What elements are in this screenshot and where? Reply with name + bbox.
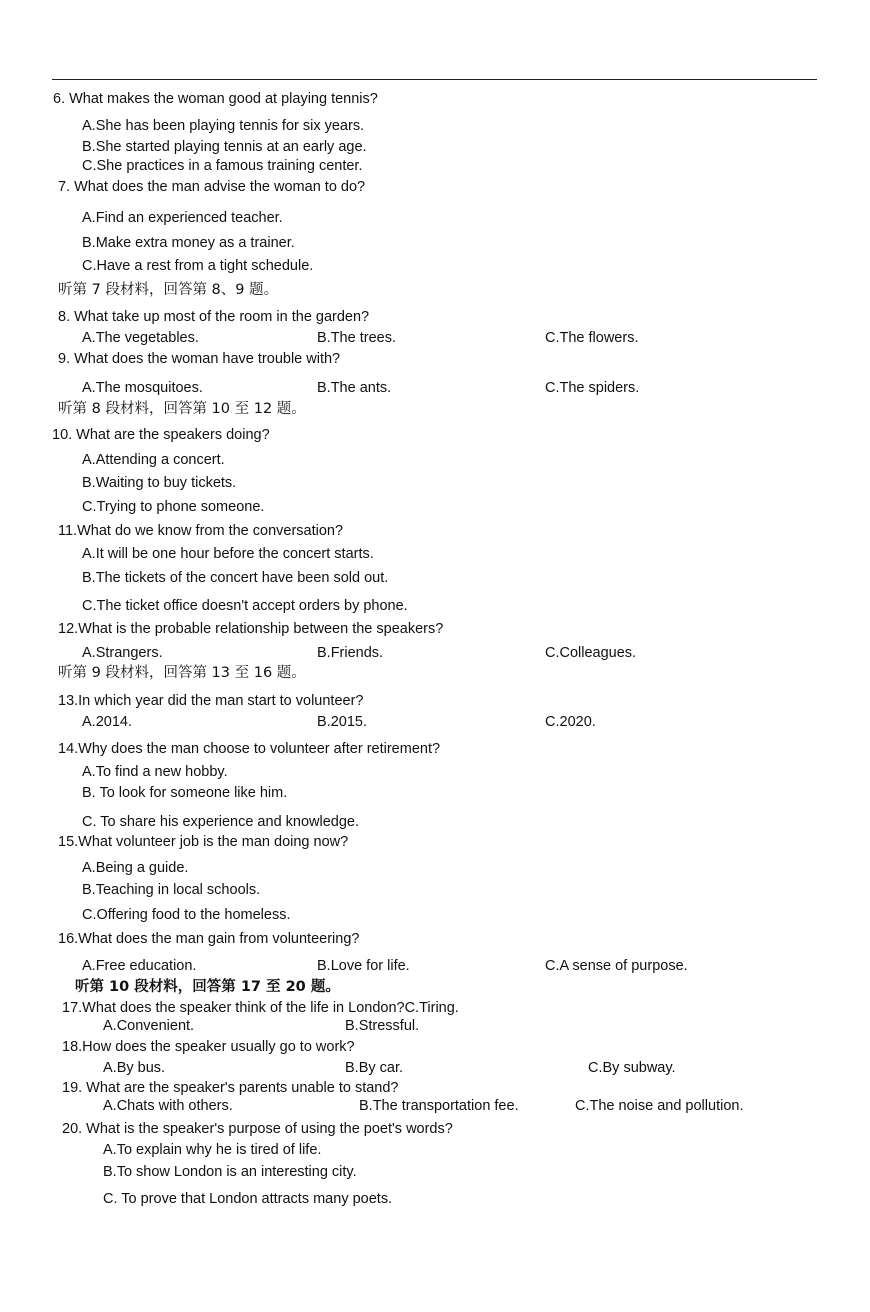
option-18a: A.By bus. <box>103 1060 166 1076</box>
option-20b: B.To show London is an interesting city. <box>103 1164 357 1180</box>
option-18b: B.By car. <box>345 1060 404 1076</box>
question-12: 12.What is the probable relationship between the speakers? <box>58 621 444 637</box>
option-13a: A.2014. <box>82 714 132 730</box>
question-13: 13.In which year did the man start to volunteer? <box>58 693 364 709</box>
option-12c: C.Colleagues. <box>545 645 637 661</box>
option-15a: A.Being a guide. <box>82 860 189 876</box>
option-14a: A.To find a new hobby. <box>82 764 228 780</box>
section-8-heading: 听第 8 段材料，回答第 10 至 12 题。 <box>58 401 306 417</box>
option-16c: C.A sense of purpose. <box>545 958 688 974</box>
question-7: 7. What does the man advise the woman to do? <box>58 179 366 195</box>
option-11c: C.The ticket office doesn't accept orders by phone. <box>82 598 408 614</box>
option-7c: C.Have a rest from a tight schedule. <box>82 258 314 274</box>
option-12a: A.Strangers. <box>82 645 163 661</box>
section-7-heading: 听第 7 段材料，回答第 8、9 题。 <box>58 282 279 298</box>
option-11a: A.It will be one hour before the concert starts. <box>82 546 374 562</box>
question-6: 6. What makes the woman good at playing tennis? <box>53 91 378 107</box>
option-19a: A.Chats with others. <box>103 1098 233 1114</box>
question-14: 14.Why does the man choose to volunteer after retirement? <box>58 741 441 757</box>
option-7a: A.Find an experienced teacher. <box>82 210 283 226</box>
option-13b: B.2015. <box>317 714 367 730</box>
option-7b: B.Make extra money as a trainer. <box>82 235 295 251</box>
question-16: 16.What does the man gain from volunteering? <box>58 931 360 947</box>
question-9: 9. What does the woman have trouble with? <box>58 351 341 367</box>
question-15: 15.What volunteer job is the man doing now? <box>58 834 349 850</box>
question-19: 19. What are the speaker's parents unable to stand? <box>62 1080 399 1096</box>
option-10b: B.Waiting to buy tickets. <box>82 475 237 491</box>
question-10: 10. What are the speakers doing? <box>52 427 270 443</box>
option-19b: B.The transportation fee. <box>359 1098 519 1114</box>
option-16a: A.Free education. <box>82 958 197 974</box>
option-6c: C.She practices in a famous training center. <box>82 158 363 174</box>
option-13c: C.2020. <box>545 714 596 730</box>
question-20: 20. What is the speaker's purpose of using the poet's words? <box>62 1121 453 1137</box>
option-15b: B.Teaching in local schools. <box>82 882 261 898</box>
option-9b: B.The ants. <box>317 380 392 396</box>
option-14b: B. To look for someone like him. <box>82 785 288 801</box>
option-10c: C.Trying to phone someone. <box>82 499 265 515</box>
section-10-heading: 听第 10 段材料，回答第 17 至 20 题。 <box>75 979 340 995</box>
option-11b: B.The tickets of the concert have been sold out. <box>82 570 389 586</box>
option-12b: B.Friends. <box>317 645 384 661</box>
option-19c: C.The noise and pollution. <box>575 1098 744 1114</box>
option-20a: A.To explain why he is tired of life. <box>103 1142 322 1158</box>
option-14c: C. To share his experience and knowledge. <box>82 814 360 830</box>
option-8c: C.The flowers. <box>545 330 639 346</box>
option-8a: A.The vegetables. <box>82 330 199 346</box>
question-11: 11.What do we know from the conversation? <box>58 523 344 539</box>
option-8b: B.The trees. <box>317 330 396 346</box>
option-15c: C.Offering food to the homeless. <box>82 907 291 923</box>
question-18: 18.How does the speaker usually go to work? <box>62 1039 355 1055</box>
question-17: 17.What does the speaker think of the life in London?C.Tiring. <box>62 1000 459 1016</box>
option-17a: A.Convenient. <box>103 1018 195 1034</box>
option-9c: C.The spiders. <box>545 380 640 396</box>
option-18c: C.By subway. <box>588 1060 676 1076</box>
option-9a: A.The mosquitoes. <box>82 380 203 396</box>
question-8: 8. What take up most of the room in the garden? <box>58 309 370 325</box>
section-9-heading: 听第 9 段材料，回答第 13 至 16 题。 <box>58 665 306 681</box>
option-16b: B.Love for life. <box>317 958 410 974</box>
option-10a: A.Attending a concert. <box>82 452 225 468</box>
header-rule <box>52 79 817 80</box>
option-17b: B.Stressful. <box>345 1018 420 1034</box>
option-6b: B.She started playing tennis at an early age. <box>82 139 367 155</box>
option-6a: A.She has been playing tennis for six years. <box>82 118 365 134</box>
option-20c: C. To prove that London attracts many poets. <box>103 1191 393 1207</box>
